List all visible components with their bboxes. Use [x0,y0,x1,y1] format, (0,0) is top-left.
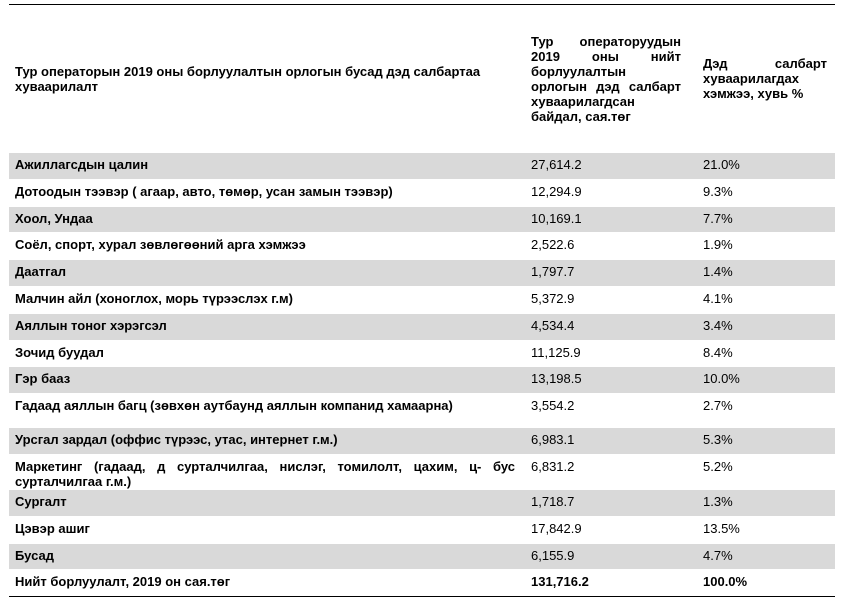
total-amount: 131,716.2 [521,570,693,597]
row-amount: 5,372.9 [521,286,693,313]
row-amount: 17,842.9 [521,516,693,543]
table-row [9,313,835,340]
row-percent: 3.4% [693,313,835,340]
row-name: Маркетинг (гадаад, д сурталчилгаа, нислэг, томилолт, цахим, ц- бус сурталчилгаа г.м.) [9,454,521,489]
total-row [9,570,835,597]
row-amount: 1,797.7 [521,260,693,287]
row-percent: 4.7% [693,543,835,570]
table-row [9,489,835,516]
table-row [9,206,835,233]
row-percent: 2.7% [693,394,835,428]
row-percent: 1.9% [693,233,835,260]
row-percent: 1.4% [693,260,835,287]
table-row [9,516,835,543]
total-percent: 100.0% [693,570,835,597]
table-row [9,454,835,489]
total-name: Нийт борлуулалт, 2019 он сая.төг [9,570,521,597]
table-row [9,340,835,367]
row-name: Урсгал зардал (оффис түрээс, утас, интернет г.м.) [9,428,521,455]
row-percent: 5.3% [693,428,835,455]
row-name: Даатгал [9,260,521,287]
row-amount: 2,522.6 [521,233,693,260]
row-name: Соёл, спорт, хурал зөвлөгөөний арга хэмжээ [9,233,521,260]
row-name: Сургалт [9,489,521,516]
table-header-row [9,5,835,153]
row-amount: 6,155.9 [521,543,693,570]
header-subsector: Тур операторын 2019 оны борлуулалтын орлогын бусад дэд салбартаа хуваарилалт [15,63,481,94]
row-amount: 1,718.7 [521,489,693,516]
row-name: Малчин айл (хоноглох, морь түрээслэх г.м) [9,286,521,313]
table-row [9,367,835,394]
sales-distribution-table [9,4,835,597]
header-percent: Дэд салбарт хуваарилагдах хэмжээ, хувь % [703,56,827,101]
row-name: Зочид буудал [9,340,521,367]
row-percent: 4.1% [693,286,835,313]
table-row [9,153,835,180]
row-amount: 12,294.9 [521,179,693,206]
row-percent: 1.3% [693,489,835,516]
row-amount: 4,534.4 [521,313,693,340]
table-row [9,543,835,570]
row-percent: 5.2% [693,454,835,489]
row-percent: 21.0% [693,153,835,180]
row-name: Хоол, Ундаа [9,206,521,233]
row-amount: 6,831.2 [521,454,693,489]
table-row [9,260,835,287]
table-row [9,394,835,428]
row-amount: 11,125.9 [521,340,693,367]
row-name: Гэр бааз [9,367,521,394]
row-percent: 9.3% [693,179,835,206]
row-name: Бусад [9,543,521,570]
row-percent: 10.0% [693,367,835,394]
row-percent: 8.4% [693,340,835,367]
row-percent: 7.7% [693,206,835,233]
row-name: Аяллын тоног хэрэгсэл [9,313,521,340]
row-amount: 10,169.1 [521,206,693,233]
row-name: Цэвэр ашиг [9,516,521,543]
table-row [9,428,835,455]
row-amount: 6,983.1 [521,428,693,455]
row-percent: 13.5% [693,516,835,543]
table-row [9,179,835,206]
row-amount: 3,554.2 [521,394,693,428]
header-amount: Тур операторуудын 2019 оны нийт борлуулалтын орлогын дэд салбарт хуваарилагдсан байдал, сая.төг [531,33,681,124]
row-amount: 27,614.2 [521,153,693,180]
row-name: Ажиллагсдын цалин [9,153,521,180]
row-amount: 13,198.5 [521,367,693,394]
row-name: Гадаад аяллын багц (зөвхөн аутбаунд аяллын компанид хамаарна) [9,394,521,428]
row-name: Дотоодын тээвэр ( агаар, авто, төмөр, усан замын тээвэр) [9,179,521,206]
table-row [9,286,835,313]
table-row [9,233,835,260]
